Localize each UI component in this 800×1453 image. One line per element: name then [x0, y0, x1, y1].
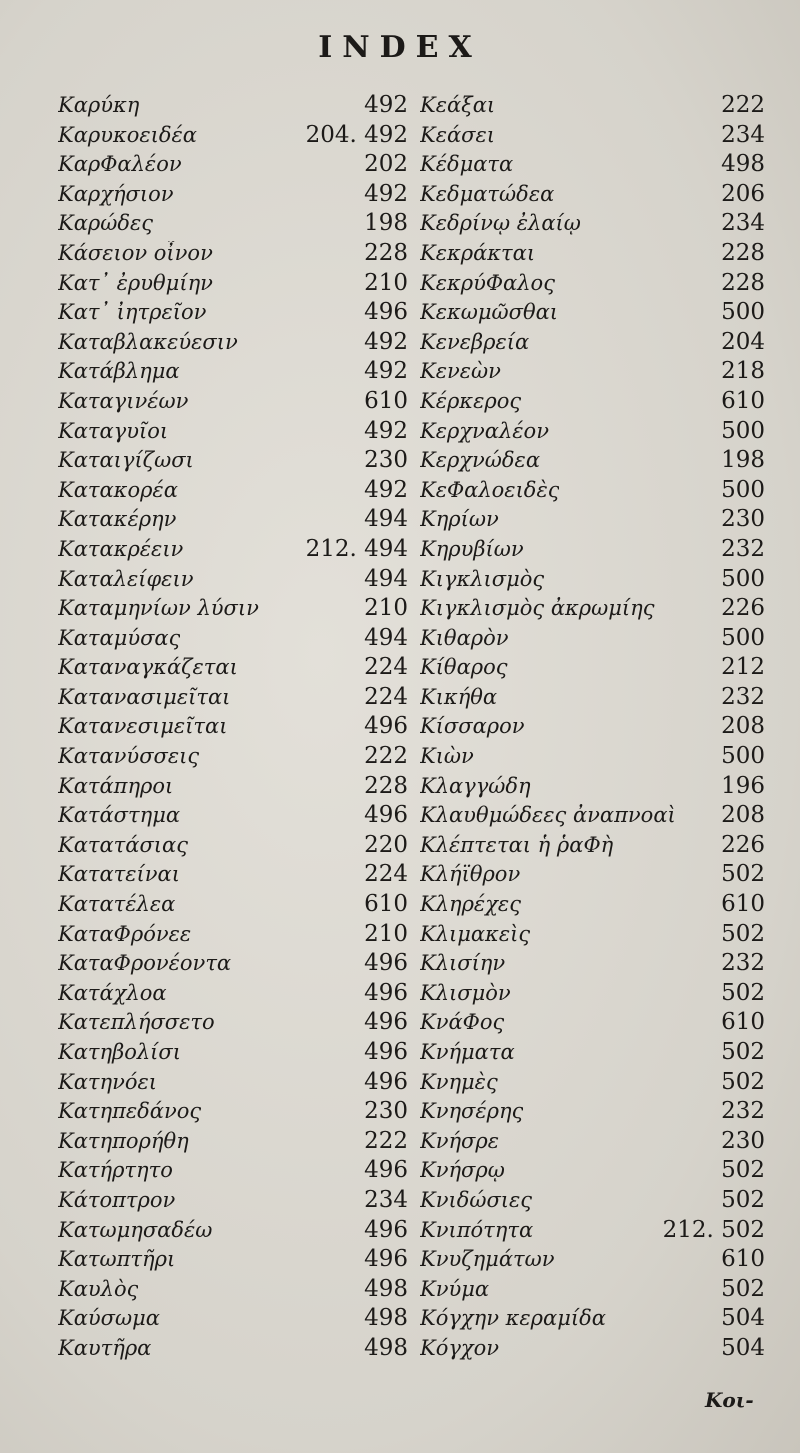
- page-number: 500: [721, 565, 765, 592]
- catchword: Κοι-: [705, 1388, 754, 1412]
- index-entry: [420, 891, 765, 921]
- page-number: 496: [364, 802, 408, 829]
- page-number: 222: [721, 92, 765, 118]
- page-number: 496: [364, 1009, 408, 1036]
- page-number: 218: [721, 358, 765, 385]
- page-number: 496: [364, 1246, 408, 1273]
- page-number: 500: [721, 476, 765, 503]
- index-term: Καταιγίζωσι: [58, 448, 194, 473]
- index-entry: [58, 329, 408, 359]
- page-number: 504: [721, 1305, 765, 1332]
- page-number: 494: [364, 624, 408, 651]
- index-entry: [420, 1217, 765, 1247]
- index-entry: [420, 713, 765, 743]
- page-number: 492: [364, 358, 408, 385]
- index-entry: [58, 1098, 408, 1128]
- index-term: Κενεβρεία: [420, 329, 530, 354]
- index-entry: [58, 1305, 408, 1335]
- index-term: Καρώδες: [58, 211, 154, 236]
- page-number: 230: [721, 506, 765, 533]
- page-number: 234: [364, 1186, 408, 1213]
- index-term: Κενεὼν: [420, 359, 501, 384]
- page-number: 228: [364, 772, 408, 799]
- index-term: Κατατέλεα: [58, 892, 176, 917]
- page-number: 222: [364, 1127, 408, 1154]
- index-entry: [58, 950, 408, 980]
- page-number: 228: [721, 239, 765, 266]
- index-term: Κνιπότητα: [420, 1217, 534, 1242]
- index-entry: [58, 832, 408, 862]
- index-entry: [420, 595, 765, 625]
- index-entry: [58, 1217, 408, 1247]
- index-entry: [420, 1246, 765, 1276]
- index-entry: [58, 773, 408, 803]
- page-number: 210: [364, 595, 408, 622]
- index-entry: [58, 1069, 408, 1099]
- index-entry: [420, 950, 765, 980]
- index-term: Κατήρτητο: [58, 1158, 173, 1183]
- index-term: Κλισίην: [420, 951, 506, 976]
- index-entry: [420, 773, 765, 803]
- index-term: Κνήσρε: [420, 1128, 499, 1153]
- index-entry: [58, 1187, 408, 1217]
- index-term: Κιγκλισμὸς ἀκρωμίης: [420, 596, 655, 621]
- index-term: Κόγχον: [420, 1335, 500, 1360]
- index-entry: [58, 122, 408, 152]
- index-entry: [58, 270, 408, 300]
- index-term: Κλαυθμώδεες ἀναπνοαὶ: [420, 803, 676, 828]
- index-entry: [420, 654, 765, 684]
- page-number: 212. 502: [662, 1216, 765, 1243]
- page-number: 496: [364, 1157, 408, 1184]
- index-entry: [420, 1335, 765, 1365]
- page-number: 502: [721, 1039, 765, 1065]
- index-entry: [420, 1128, 765, 1158]
- page-number: 228: [364, 239, 408, 266]
- index-entry: [420, 210, 765, 240]
- index-entry: [420, 299, 765, 329]
- index-term: Καυτῆρα: [58, 1335, 152, 1360]
- page-number: 224: [364, 654, 408, 681]
- page-number: 224: [364, 861, 408, 888]
- index-entry: [58, 418, 408, 448]
- index-term: Κατάπηροι: [58, 773, 174, 798]
- index-entry: [58, 210, 408, 240]
- index-entry: [420, 1039, 765, 1069]
- index-term: Καύσωμα: [58, 1306, 160, 1331]
- page-number: 500: [721, 417, 765, 444]
- page-number: 502: [721, 861, 765, 888]
- index-entry: [420, 1187, 765, 1217]
- page-number: 210: [364, 920, 408, 947]
- index-column-left: [58, 92, 408, 1365]
- index-term: Κλαγγώδη: [420, 773, 531, 798]
- index-term: Κιὼν: [420, 744, 474, 769]
- index-entry: [420, 447, 765, 477]
- index-entry: [420, 418, 765, 448]
- index-entry: [420, 92, 765, 122]
- index-term: Κνήματα: [420, 1040, 515, 1064]
- index-term: Κατηνόει: [58, 1069, 157, 1094]
- index-entry: [58, 921, 408, 951]
- index-entry: [420, 743, 765, 773]
- index-entry: [58, 891, 408, 921]
- index-entry: [58, 388, 408, 418]
- index-term: Κνημὲς: [420, 1069, 498, 1094]
- page-number: 492: [364, 328, 408, 355]
- index-term: Κηρίων: [420, 507, 499, 532]
- page-number: 228: [721, 269, 765, 296]
- index-entry: [420, 477, 765, 507]
- index-entry: [420, 1305, 765, 1335]
- index-term: Κόγχην κεραμίδα: [420, 1306, 606, 1331]
- index-term: Κνύμα: [420, 1276, 490, 1301]
- index-entry: [58, 1009, 408, 1039]
- index-entry: [58, 595, 408, 625]
- index-entry: [58, 802, 408, 832]
- index-term: Κατωπτῆρι: [58, 1247, 176, 1272]
- page-number: 232: [721, 1098, 765, 1125]
- page-number: 492: [364, 476, 408, 503]
- index-term: Κάσειον οἶνον: [58, 240, 213, 265]
- page-number: 196: [721, 772, 765, 799]
- index-term: ΚεΦαλοειδὲς: [420, 477, 560, 502]
- page-number: 496: [364, 979, 408, 1006]
- index-term: Κηρυβίων: [420, 536, 524, 561]
- index-entry: [420, 921, 765, 951]
- page-number: 498: [364, 1275, 408, 1302]
- index-term: Κεκράκται: [420, 240, 536, 265]
- page-number: 502: [721, 979, 765, 1006]
- index-entry: [58, 536, 408, 566]
- index-term: Καρχήσιον: [58, 181, 174, 206]
- index-entry: [420, 181, 765, 211]
- page-number: 498: [721, 151, 765, 178]
- index-entry: [420, 506, 765, 536]
- index-entry: [58, 1039, 408, 1069]
- index-term: Κατατάσιας: [58, 832, 188, 857]
- index-entry: [58, 240, 408, 270]
- page-number: 232: [721, 950, 765, 977]
- index-term: Κεάσει: [420, 122, 495, 147]
- index-entry: [58, 743, 408, 773]
- index-term: Κνησέρης: [420, 1099, 524, 1124]
- index-entry: [58, 566, 408, 596]
- index-entry: [58, 1276, 408, 1306]
- index-term: ΚαταΦρονέοντα: [58, 951, 232, 976]
- page-number: 502: [721, 1186, 765, 1213]
- index-term: Κιθαρὸν: [420, 625, 509, 650]
- index-term: Κνιδώσιες: [420, 1187, 533, 1212]
- page-number: 220: [364, 831, 408, 858]
- page-header: INDEX: [318, 30, 482, 65]
- index-term: Κλήϊθρον: [420, 862, 521, 887]
- page-number: 496: [364, 1216, 408, 1243]
- page-number: 492: [364, 180, 408, 207]
- page-number: 212. 494: [305, 535, 408, 562]
- index-entry: [420, 270, 765, 300]
- index-term: Κατ᾽ ἰητρεῖον: [58, 300, 207, 325]
- index-term: Κεδρίνῳ ἐλαίῳ: [420, 211, 581, 236]
- index-term: Κατακρέειν: [58, 536, 184, 561]
- index-term: Κλέπτεται ἡ ῥαΦὴ: [420, 832, 614, 857]
- index-entry: [58, 181, 408, 211]
- page-number: 234: [721, 121, 765, 148]
- page-number: 222: [364, 743, 408, 770]
- index-term: Κικήθα: [420, 684, 498, 709]
- index-column-right: [420, 92, 765, 1365]
- index-entry: [420, 388, 765, 418]
- index-entry: [58, 654, 408, 684]
- page-number: 610: [364, 891, 408, 918]
- index-term: Κέρκερος: [420, 388, 522, 413]
- page-number: 204: [721, 328, 765, 355]
- index-entry: [58, 713, 408, 743]
- index-term: Κατακορέα: [58, 477, 178, 502]
- index-term: ΚαταΦρόνεε: [58, 921, 192, 946]
- index-entry: [420, 980, 765, 1010]
- index-entry: [420, 684, 765, 714]
- index-term: Κατανύσσεις: [58, 744, 200, 769]
- page-number: 496: [364, 713, 408, 740]
- index-entry: [420, 329, 765, 359]
- index-term: Καταβλακεύεσιν: [58, 329, 238, 354]
- page-number: 496: [364, 1068, 408, 1095]
- page-number: 492: [364, 417, 408, 444]
- index-term: Κατανασιμεῖται: [58, 684, 231, 709]
- page-number: 198: [721, 447, 765, 474]
- page-number: 610: [721, 891, 765, 918]
- index-term: ΚνάΦος: [420, 1010, 505, 1035]
- index-term: Καταμηνίων λύσιν: [58, 596, 259, 621]
- index-term: Κατανεσιμεῖται: [58, 714, 228, 739]
- index-term: Κερχνώδεα: [420, 448, 541, 473]
- index-term: Κατηπεδάνος: [58, 1099, 202, 1124]
- index-term: Κίθαρος: [420, 655, 508, 680]
- index-term: Κατηβολίσι: [58, 1040, 181, 1064]
- index-entry: [58, 625, 408, 655]
- index-entry: [420, 1276, 765, 1306]
- index-term: Κεδματώδεα: [420, 181, 555, 206]
- page-number: 502: [721, 1275, 765, 1302]
- page-number: 502: [721, 1157, 765, 1184]
- index-entry: [58, 861, 408, 891]
- index-entry: [58, 1157, 408, 1187]
- page-number: 500: [721, 624, 765, 651]
- page-number: 610: [721, 1009, 765, 1036]
- index-entry: [420, 802, 765, 832]
- page-number: 496: [364, 1039, 408, 1065]
- page-number: 208: [721, 713, 765, 740]
- index-term: ΚαρΦαλέον: [58, 152, 182, 177]
- page-number: 202: [364, 151, 408, 178]
- index-entry: [420, 1009, 765, 1039]
- index-entry: [58, 1335, 408, 1365]
- page-number: 498: [364, 1334, 408, 1361]
- index-entry: [58, 1128, 408, 1158]
- index-term: Καταγινέων: [58, 388, 189, 413]
- index-entry: [420, 240, 765, 270]
- page-number: 610: [721, 1246, 765, 1273]
- page-number: 500: [721, 299, 765, 326]
- index-term: Κατατείναι: [58, 862, 180, 887]
- page-number: 502: [721, 1068, 765, 1095]
- page-number: 232: [721, 683, 765, 710]
- index-entry: [420, 536, 765, 566]
- page-number: 494: [364, 506, 408, 533]
- index-term: Κατηπορήθη: [58, 1128, 189, 1153]
- page-number: 224: [364, 683, 408, 710]
- index-term: Κλισμὸν: [420, 980, 511, 1005]
- index-entry: [420, 1157, 765, 1187]
- index-term: Καταναγκάζεται: [58, 655, 238, 680]
- page-number: 208: [721, 802, 765, 829]
- page-number: 610: [364, 387, 408, 414]
- index-term: Κερχναλέον: [420, 418, 549, 443]
- index-entry: [420, 151, 765, 181]
- index-term: Κεάξαι: [420, 93, 496, 117]
- index-term: Κνυζημάτων: [420, 1247, 555, 1272]
- page-number: 492: [364, 92, 408, 118]
- page-number: 226: [721, 831, 765, 858]
- page-number: 232: [721, 535, 765, 562]
- index-entry: [420, 1098, 765, 1128]
- page-number: 496: [364, 299, 408, 326]
- index-term: Καυλὸς: [58, 1276, 139, 1301]
- page-number: 204. 492: [305, 121, 408, 148]
- index-term: ΚεκρύΦαλος: [420, 270, 555, 295]
- page-number: 610: [721, 387, 765, 414]
- page-number: 212: [721, 654, 765, 681]
- index-entry: [420, 122, 765, 152]
- index-entry: [58, 1246, 408, 1276]
- index-entry: [58, 684, 408, 714]
- page-number: 226: [721, 595, 765, 622]
- page-number: 234: [721, 210, 765, 237]
- index-term: Κατάβλημα: [58, 359, 180, 384]
- index-entry: [58, 358, 408, 388]
- index-term: Κίσσαρον: [420, 714, 525, 739]
- page-number: 502: [721, 920, 765, 947]
- page-number: 230: [364, 1098, 408, 1125]
- index-entry: [420, 566, 765, 596]
- index-term: Κέδματα: [420, 152, 514, 177]
- index-entry: [58, 506, 408, 536]
- index-entry: [58, 477, 408, 507]
- index-term: Κιγκλισμὸς: [420, 566, 545, 591]
- page-number: 206: [721, 180, 765, 207]
- page-number: 498: [364, 1305, 408, 1332]
- index-term: Καταγυῖοι: [58, 418, 169, 443]
- page-number: 230: [364, 447, 408, 474]
- index-term: Καρυκοειδέα: [58, 122, 197, 147]
- index-term: Κάτοπτρον: [58, 1187, 176, 1212]
- page-number: 504: [721, 1334, 765, 1361]
- index-entry: [58, 980, 408, 1010]
- index-entry: [420, 1069, 765, 1099]
- page-number: 210: [364, 269, 408, 296]
- index-term: Κλιμακεὶς: [420, 921, 531, 946]
- page-number: 500: [721, 743, 765, 770]
- index-term: Κατάχλοα: [58, 980, 167, 1005]
- index-term: Κατάστημα: [58, 803, 181, 828]
- index-entry: [58, 447, 408, 477]
- index-term: Κατακέρην: [58, 507, 177, 532]
- index-entry: [58, 92, 408, 122]
- index-term: Κατωμησαδέω: [58, 1217, 213, 1242]
- index-term: Κεκωμῶσθαι: [420, 300, 559, 325]
- index-term: Κνήσρῳ: [420, 1158, 505, 1183]
- index-entry: [420, 625, 765, 655]
- index-entry: [420, 358, 765, 388]
- index-entry: [58, 151, 408, 181]
- index-entry: [58, 299, 408, 329]
- index-term: Κατ᾽ ἐρυθμίην: [58, 270, 213, 295]
- page-number: 496: [364, 950, 408, 977]
- index-term: Καρύκη: [58, 93, 140, 117]
- index-term: Καταμύσας: [58, 625, 181, 650]
- index-term: Κληρέχες: [420, 892, 521, 917]
- page-number: 230: [721, 1127, 765, 1154]
- index-entry: [420, 832, 765, 862]
- index-entry: [420, 861, 765, 891]
- page-number: 494: [364, 565, 408, 592]
- page-number: 198: [364, 210, 408, 237]
- index-term: Καταλείφειν: [58, 566, 194, 591]
- index-term: Κατεπλήσσετο: [58, 1010, 215, 1035]
